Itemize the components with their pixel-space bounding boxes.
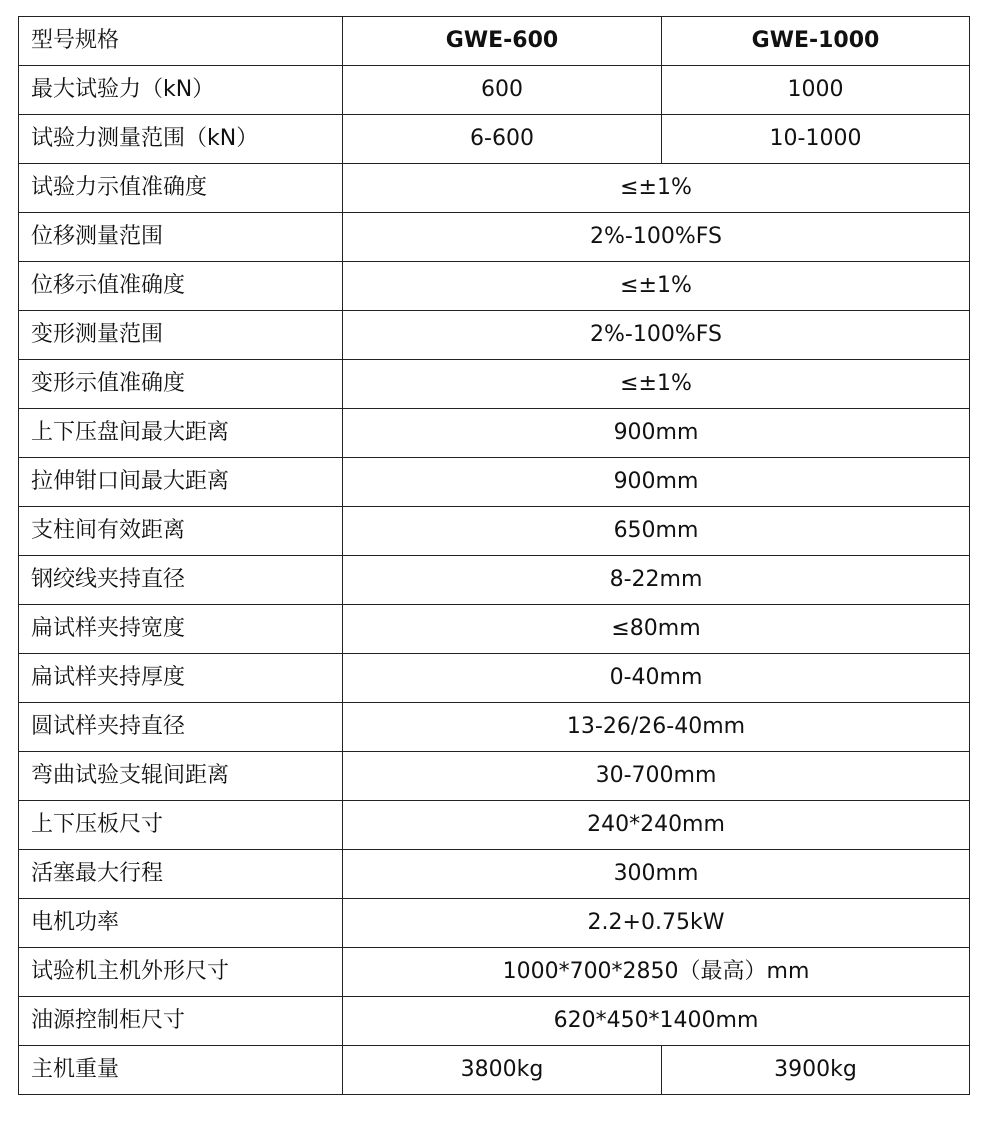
table-row [19,1046,970,1095]
table-row [19,752,970,801]
table-header-row [19,17,970,66]
table-row [19,115,970,164]
table-row [19,262,970,311]
table-row [19,703,970,752]
table-row [19,66,970,115]
row-value-shared: 30-700mm [343,752,970,801]
table-row [19,213,970,262]
row-value-shared: 0-40mm [343,654,970,703]
table-row [19,654,970,703]
row-label: 试验机主机外形尺寸 [19,948,343,997]
row-label: 弯曲试验支辊间距离 [19,752,343,801]
row-label: 试验力测量范围（kN） [19,115,343,164]
row-value-shared: 240*240mm [343,801,970,850]
row-value-shared: 2%-100%FS [343,311,970,360]
row-label: 圆试样夹持直径 [19,703,343,752]
table-row [19,311,970,360]
row-label: 位移示值准确度 [19,262,343,311]
table-row [19,556,970,605]
table-row [19,948,970,997]
table-row [19,997,970,1046]
row-label: 油源控制柜尺寸 [19,997,343,1046]
table-row [19,801,970,850]
row-label: 上下压盘间最大距离 [19,409,343,458]
header-label: 型号规格 [19,17,343,66]
row-value-shared: 2%-100%FS [343,213,970,262]
table-row [19,360,970,409]
row-label: 扁试样夹持厚度 [19,654,343,703]
spec-table [18,16,970,1095]
row-label: 扁试样夹持宽度 [19,605,343,654]
row-label: 主机重量 [19,1046,343,1095]
row-value-gwe-600: 600 [343,66,662,115]
row-value-gwe-600: 3800kg [343,1046,662,1095]
row-label: 电机功率 [19,899,343,948]
table-row [19,507,970,556]
row-label: 支柱间有效距离 [19,507,343,556]
row-value-shared: 650mm [343,507,970,556]
table-row [19,409,970,458]
table-row [19,605,970,654]
row-label: 变形示值准确度 [19,360,343,409]
row-label: 位移测量范围 [19,213,343,262]
row-value-shared: 1000*700*2850（最高）mm [343,948,970,997]
row-value-shared: ≤80mm [343,605,970,654]
row-value-gwe-600: 6-600 [343,115,662,164]
row-value-shared: 900mm [343,409,970,458]
header-model-gwe-1000: GWE-1000 [662,17,970,66]
spec-table-body [19,17,970,1095]
row-value-gwe-1000: 10-1000 [662,115,970,164]
row-value-shared: ≤±1% [343,262,970,311]
row-value-gwe-1000: 3900kg [662,1046,970,1095]
row-label: 变形测量范围 [19,311,343,360]
table-row [19,850,970,899]
row-value-shared: ≤±1% [343,164,970,213]
row-label: 拉伸钳口间最大距离 [19,458,343,507]
row-label: 试验力示值准确度 [19,164,343,213]
table-row [19,899,970,948]
table-row [19,164,970,213]
row-value-shared: 900mm [343,458,970,507]
row-value-shared: 8-22mm [343,556,970,605]
row-value-shared: 620*450*1400mm [343,997,970,1046]
row-value-gwe-1000: 1000 [662,66,970,115]
row-value-shared: ≤±1% [343,360,970,409]
row-label: 最大试验力（kN） [19,66,343,115]
header-model-gwe-600: GWE-600 [343,17,662,66]
row-label: 钢绞线夹持直径 [19,556,343,605]
row-value-shared: 300mm [343,850,970,899]
table-row [19,458,970,507]
row-value-shared: 13-26/26-40mm [343,703,970,752]
row-label: 上下压板尺寸 [19,801,343,850]
row-label: 活塞最大行程 [19,850,343,899]
row-value-shared: 2.2+0.75kW [343,899,970,948]
